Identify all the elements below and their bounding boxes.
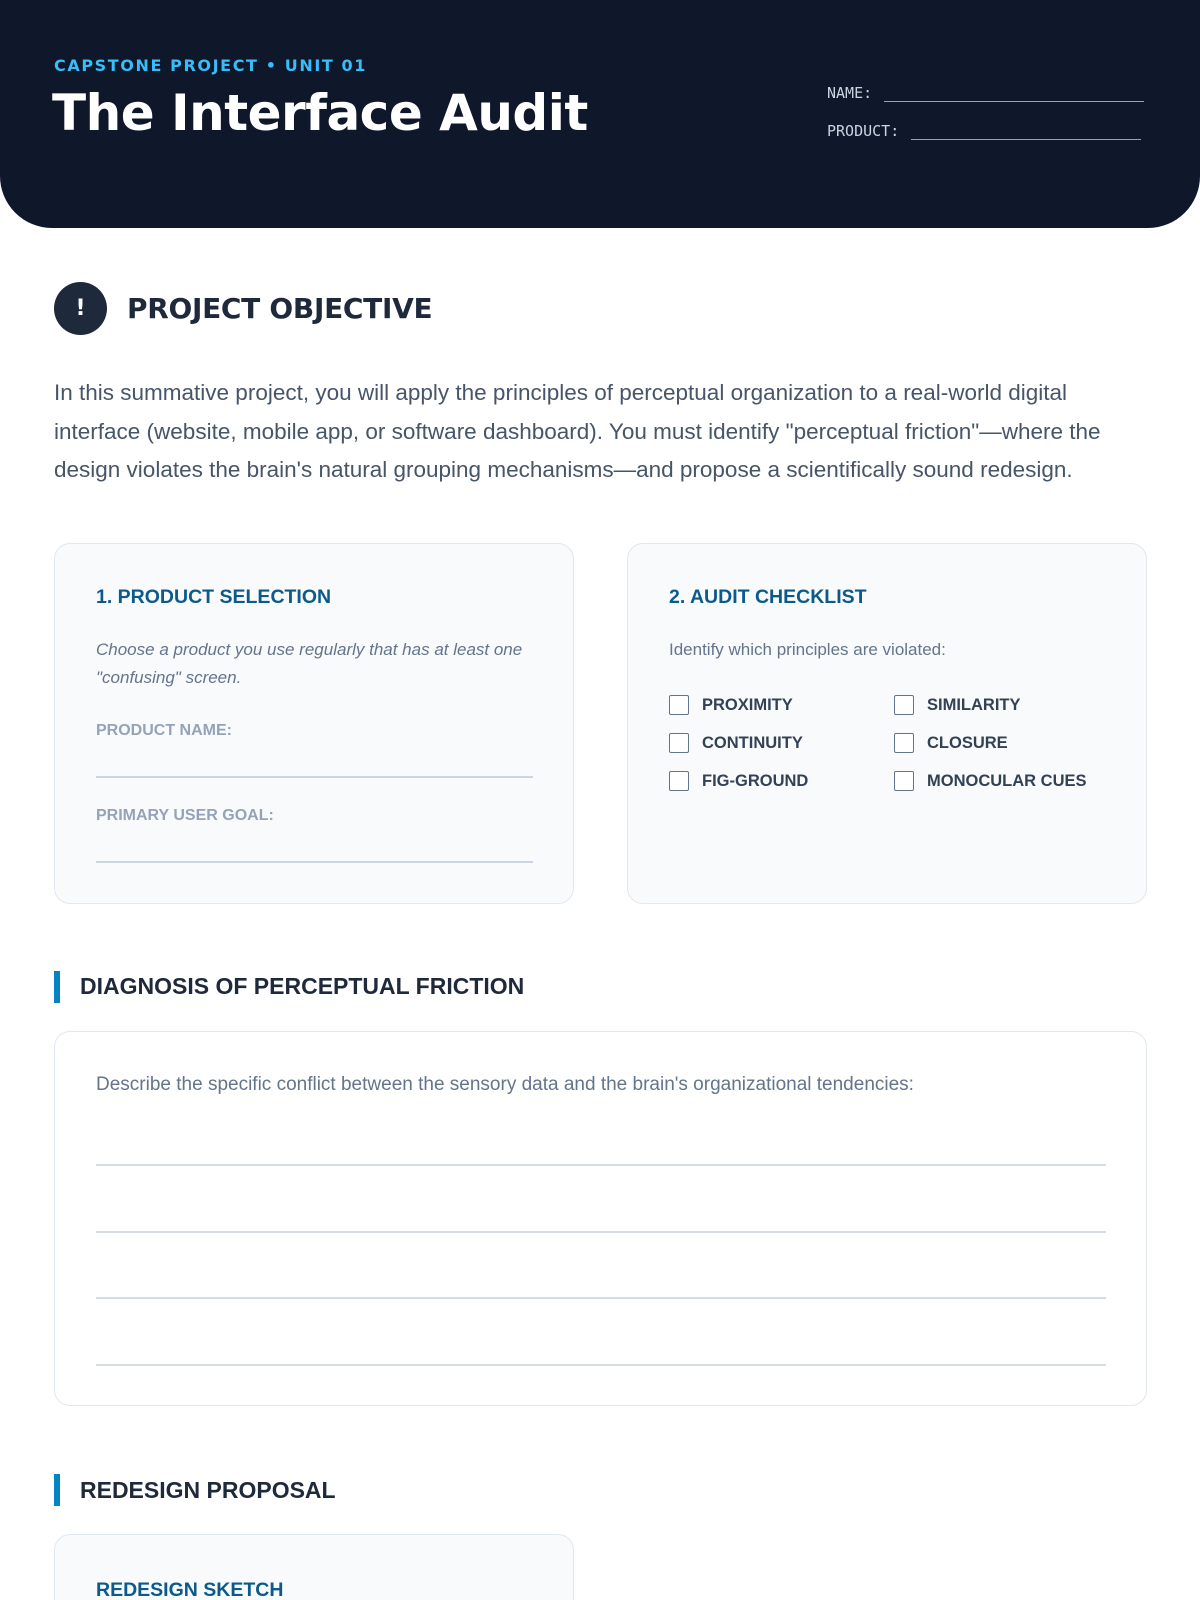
redesign-heading: REDESIGN PROPOSAL [80,1477,336,1503]
checkbox-fig-ground[interactable] [669,771,808,791]
checkbox-similarity[interactable] [894,695,1021,715]
product-field-line[interactable] [911,139,1141,140]
alert-icon: ! [54,282,107,335]
diagnosis-heading: DIAGNOSIS OF PERCEPTUAL FRICTION [80,973,525,999]
product-field[interactable] [827,122,1141,140]
checkbox-box[interactable] [894,771,914,791]
page-title: The Interface Audit [52,84,588,142]
objective-text: In this summative project, you will apply the principles of perceptual organization to a real-world digital interface (website, mobile app, or software dashboard). You must identify "perceptual friction"—where the design violates the brain's natural grouping mechanisms—and propose a scientifically sound redesign. [54,380,1101,482]
redesign-sketch-title: REDESIGN SKETCH [96,1579,284,1600]
checkbox-box[interactable] [669,771,689,791]
audit-checklist-prompt: Identify which principles are violated: [669,640,946,659]
product-selection-hint: Choose a product you use regularly that has at least one "confusing" screen. [96,640,523,687]
redesign-sketch-card [54,1534,574,1600]
checkbox-closure[interactable] [894,733,1008,753]
writing-line[interactable] [96,1164,1106,1166]
product-selection-title: 1. PRODUCT SELECTION [96,586,332,608]
diagnosis-card [54,1031,1147,1406]
checkbox-box[interactable] [894,733,914,753]
writing-line[interactable] [96,1231,1106,1233]
checkbox-label: CLOSURE [927,733,1008,752]
name-field-label: NAME: [827,84,873,102]
user-goal-label: PRIMARY USER GOAL: [96,807,274,824]
section-accent-bar [54,971,60,1003]
checkbox-box[interactable] [894,695,914,715]
checkbox-continuity[interactable] [669,733,803,753]
product-selection-card [54,543,574,904]
checkbox-label: SIMILARITY [927,695,1021,714]
product-field-label: PRODUCT: [827,122,900,140]
name-field-line[interactable] [884,101,1144,102]
product-name-line[interactable] [96,776,533,778]
checkbox-proximity[interactable] [669,695,793,715]
writing-line[interactable] [96,1364,1106,1366]
product-name-label: PRODUCT NAME: [96,722,232,739]
user-goal-line[interactable] [96,861,533,863]
checkbox-box[interactable] [669,695,689,715]
diagnosis-prompt: Describe the specific conflict between the sensory data and the brain's organizational tendencies: [96,1074,914,1095]
checkbox-label: PROXIMITY [702,695,793,714]
audit-checklist-card [627,543,1147,904]
page-header [0,0,1200,228]
objective-heading: PROJECT OBJECTIVE [127,292,433,325]
checkbox-label: FIG-GROUND [702,771,809,790]
section-accent-bar [54,1474,60,1506]
checkbox-label: CONTINUITY [702,733,803,752]
name-field[interactable] [827,84,1144,102]
writing-line[interactable] [96,1297,1106,1299]
checkbox-monocular-cues[interactable] [894,771,1087,791]
audit-checklist-title: 2. AUDIT CHECKLIST [669,586,867,608]
checkbox-box[interactable] [669,733,689,753]
eyebrow-label: CAPSTONE PROJECT • UNIT 01 [54,56,368,75]
checkbox-label: MONOCULAR CUES [927,771,1087,790]
